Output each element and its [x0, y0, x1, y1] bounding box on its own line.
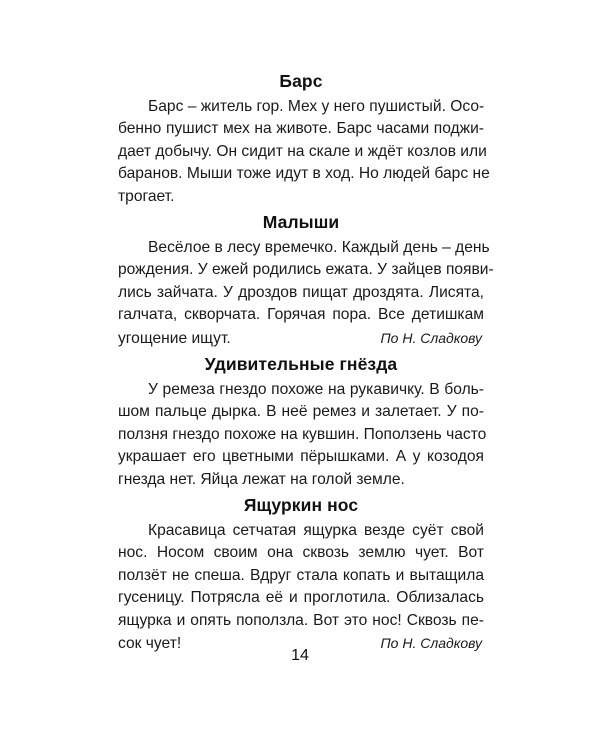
text-line: гнезда нет. Яйца лежат на голой земле. [118, 470, 405, 488]
story-title: Малыши [262, 212, 340, 232]
story-title: Барс [279, 71, 323, 91]
text-line: трогает. [118, 187, 175, 205]
text-line: угощение ищут. [118, 329, 231, 347]
story-text [118, 96, 490, 208]
text-line: У ремеза гнездо похоже на рукавичку. В боль- [148, 381, 484, 398]
story-text [118, 379, 487, 491]
story-text [118, 237, 494, 349]
author-attribution: По Н. Сладкову [380, 634, 482, 651]
text-line: шом пальце дырка. В неё ремез и залетает. У по- [118, 403, 484, 421]
text-line-with-signature [118, 327, 484, 349]
story-title: Удивительные гнёзда [204, 354, 398, 374]
story-malyshi [118, 207, 494, 349]
text-line: бенно пушист мех на животе. Барс часами поджи- [118, 120, 484, 138]
page-number: 14 [291, 647, 309, 664]
text-line: Красавица сетчатая ящурка везде суёт свой [148, 522, 484, 539]
text-line: сок чует! [118, 634, 182, 652]
story-title: Ящуркин нос [243, 495, 359, 515]
story-text [118, 520, 484, 654]
author-attribution: По Н. Сладкову [380, 329, 482, 346]
text-line: гусеницу. Потрясла её и проглотила. Облизалась [118, 589, 484, 607]
text-line: ящурка и опять поползла. Вот это нос! Сквозь пе- [118, 611, 484, 629]
text-line: Барс – житель гор. Мех у него пушистый. Осо- [148, 98, 485, 115]
story-lizard-nose [118, 490, 484, 654]
story-nests [118, 349, 487, 491]
story-bars [118, 66, 490, 208]
text-line: украшает его цветными пёрышками. А у козодоя [118, 448, 484, 466]
text-line: рождения. У ежей родились ежата. У зайцев появи- [118, 261, 494, 279]
text-line: ползня гнездо похоже на кувшин. Поползень часто [118, 425, 487, 443]
text-line: баранов. Мыши тоже идут в ход. Но людей барс не [118, 165, 490, 183]
text-line: Весёлое в лесу времечко. Каждый день – день [148, 239, 490, 256]
text-line: ползёт не спеша. Вдруг стала копать и вытащила [118, 566, 484, 584]
text-line: лись зайчата. У дроздов пищат дроздята. Лисята, [118, 283, 484, 301]
text-line: галчата, скворчата. Горячая пора. Все детишкам [118, 306, 484, 324]
text-line: дает добычу. Он сидит на скале и ждёт козлов или [118, 142, 487, 160]
text-line: нос. Носом своим она сквозь землю чует. Вот [118, 544, 484, 562]
